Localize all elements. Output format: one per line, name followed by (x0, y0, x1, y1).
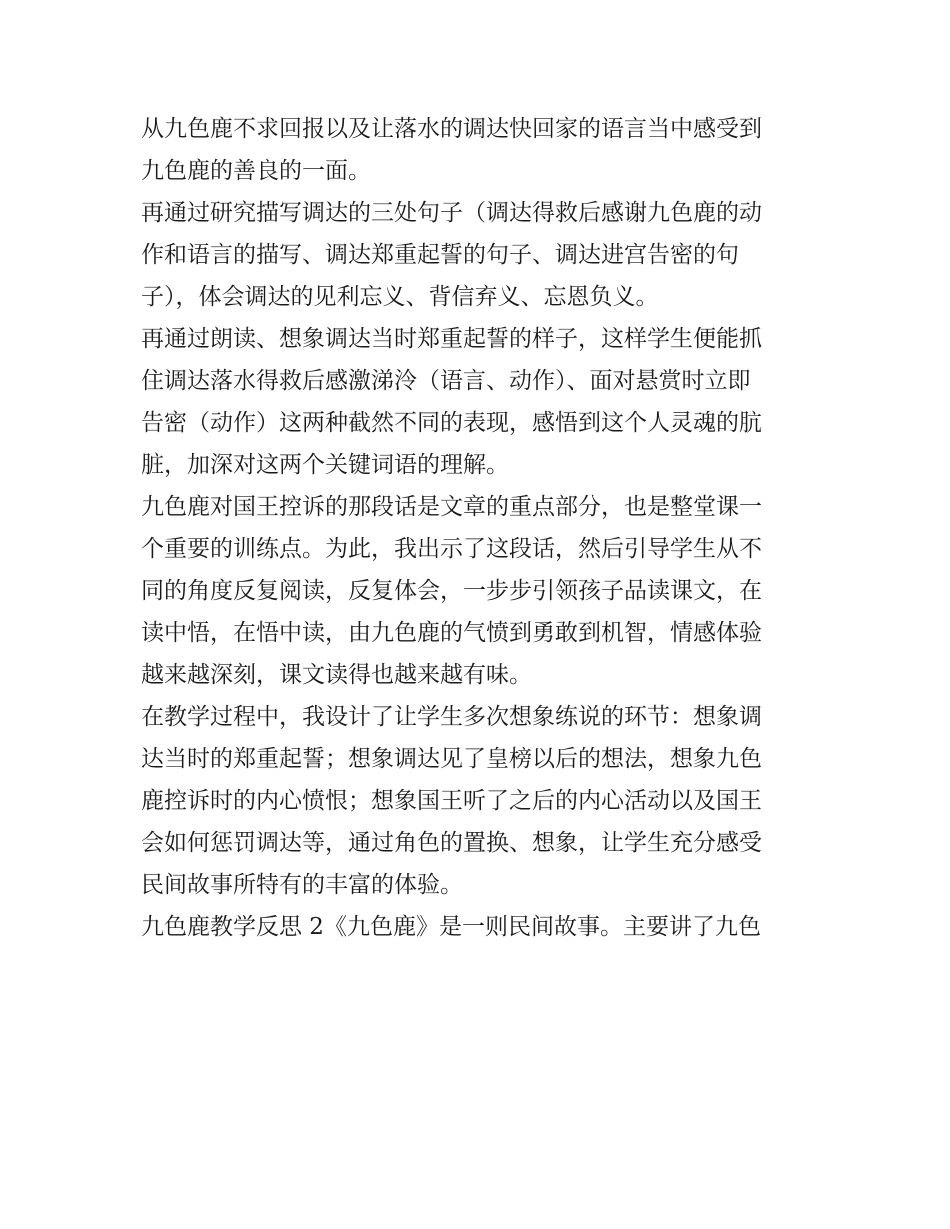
text-line: 脏，加深对这两个关键词语的理解。 (141, 452, 509, 478)
text-line: 会如何惩罚调达等，通过角色的置换、想象，让学生充分感受 (141, 830, 762, 856)
text-line: 子），体会调达的见利忘义、背信弃义、忘恩负义。 (141, 284, 659, 310)
text-line: 鹿控诉时的内心愤恨；想象国王听了之后的内心活动以及国王 (141, 788, 762, 814)
text-line: 再通过研究描写调达的三处句子（调达得救后感谢九色鹿的动 (141, 200, 762, 226)
text-line: 九色鹿的善良的一面。 (141, 158, 371, 184)
text-line: 再通过朗读、想象调达当时郑重起誓的样子，这样学生便能抓 (141, 326, 762, 352)
text-line: 民间故事所特有的丰富的体验。 (141, 872, 463, 898)
document-body (141, 108, 821, 948)
text-line: 达当时的郑重起誓；想象调达见了皇榜以后的想法，想象九色 (141, 746, 762, 772)
text-line: 住调达落水得救后感激涕泠（语言、动作）、面对悬赏时立即 (141, 368, 751, 394)
text-line: 越来越深刻，课文读得也越来越有味。 (141, 662, 532, 688)
text-line: 个重要的训练点。为此，我出示了这段话，然后引导学生从不 (141, 536, 762, 562)
text-line: 在教学过程中，我设计了让学生多次想象练说的环节：想象调 (141, 704, 762, 730)
text-line: 告密（动作）这两种截然不同的表现，感悟到这个人灵魂的肮 (141, 410, 762, 436)
text-line: 读中悟，在悟中读，由九色鹿的气愤到勇敢到机智，情感体验 (141, 620, 762, 646)
text-line: 九色鹿对国王控诉的那段话是文章的重点部分，也是整堂课一 (141, 494, 762, 520)
text-line: 九色鹿教学反思 2《九色鹿》是一则民间故事。主要讲了九色 (141, 914, 761, 940)
text-line: 从九色鹿不求回报以及让落水的调达快回家的语言当中感受到 (141, 116, 762, 142)
text-line: 同的角度反复阅读，反复体会，一步步引领孩子品读课文，在 (141, 578, 762, 604)
text-line: 作和语言的描写、调达郑重起誓的句子、调达进宫告密的句 (141, 242, 739, 268)
